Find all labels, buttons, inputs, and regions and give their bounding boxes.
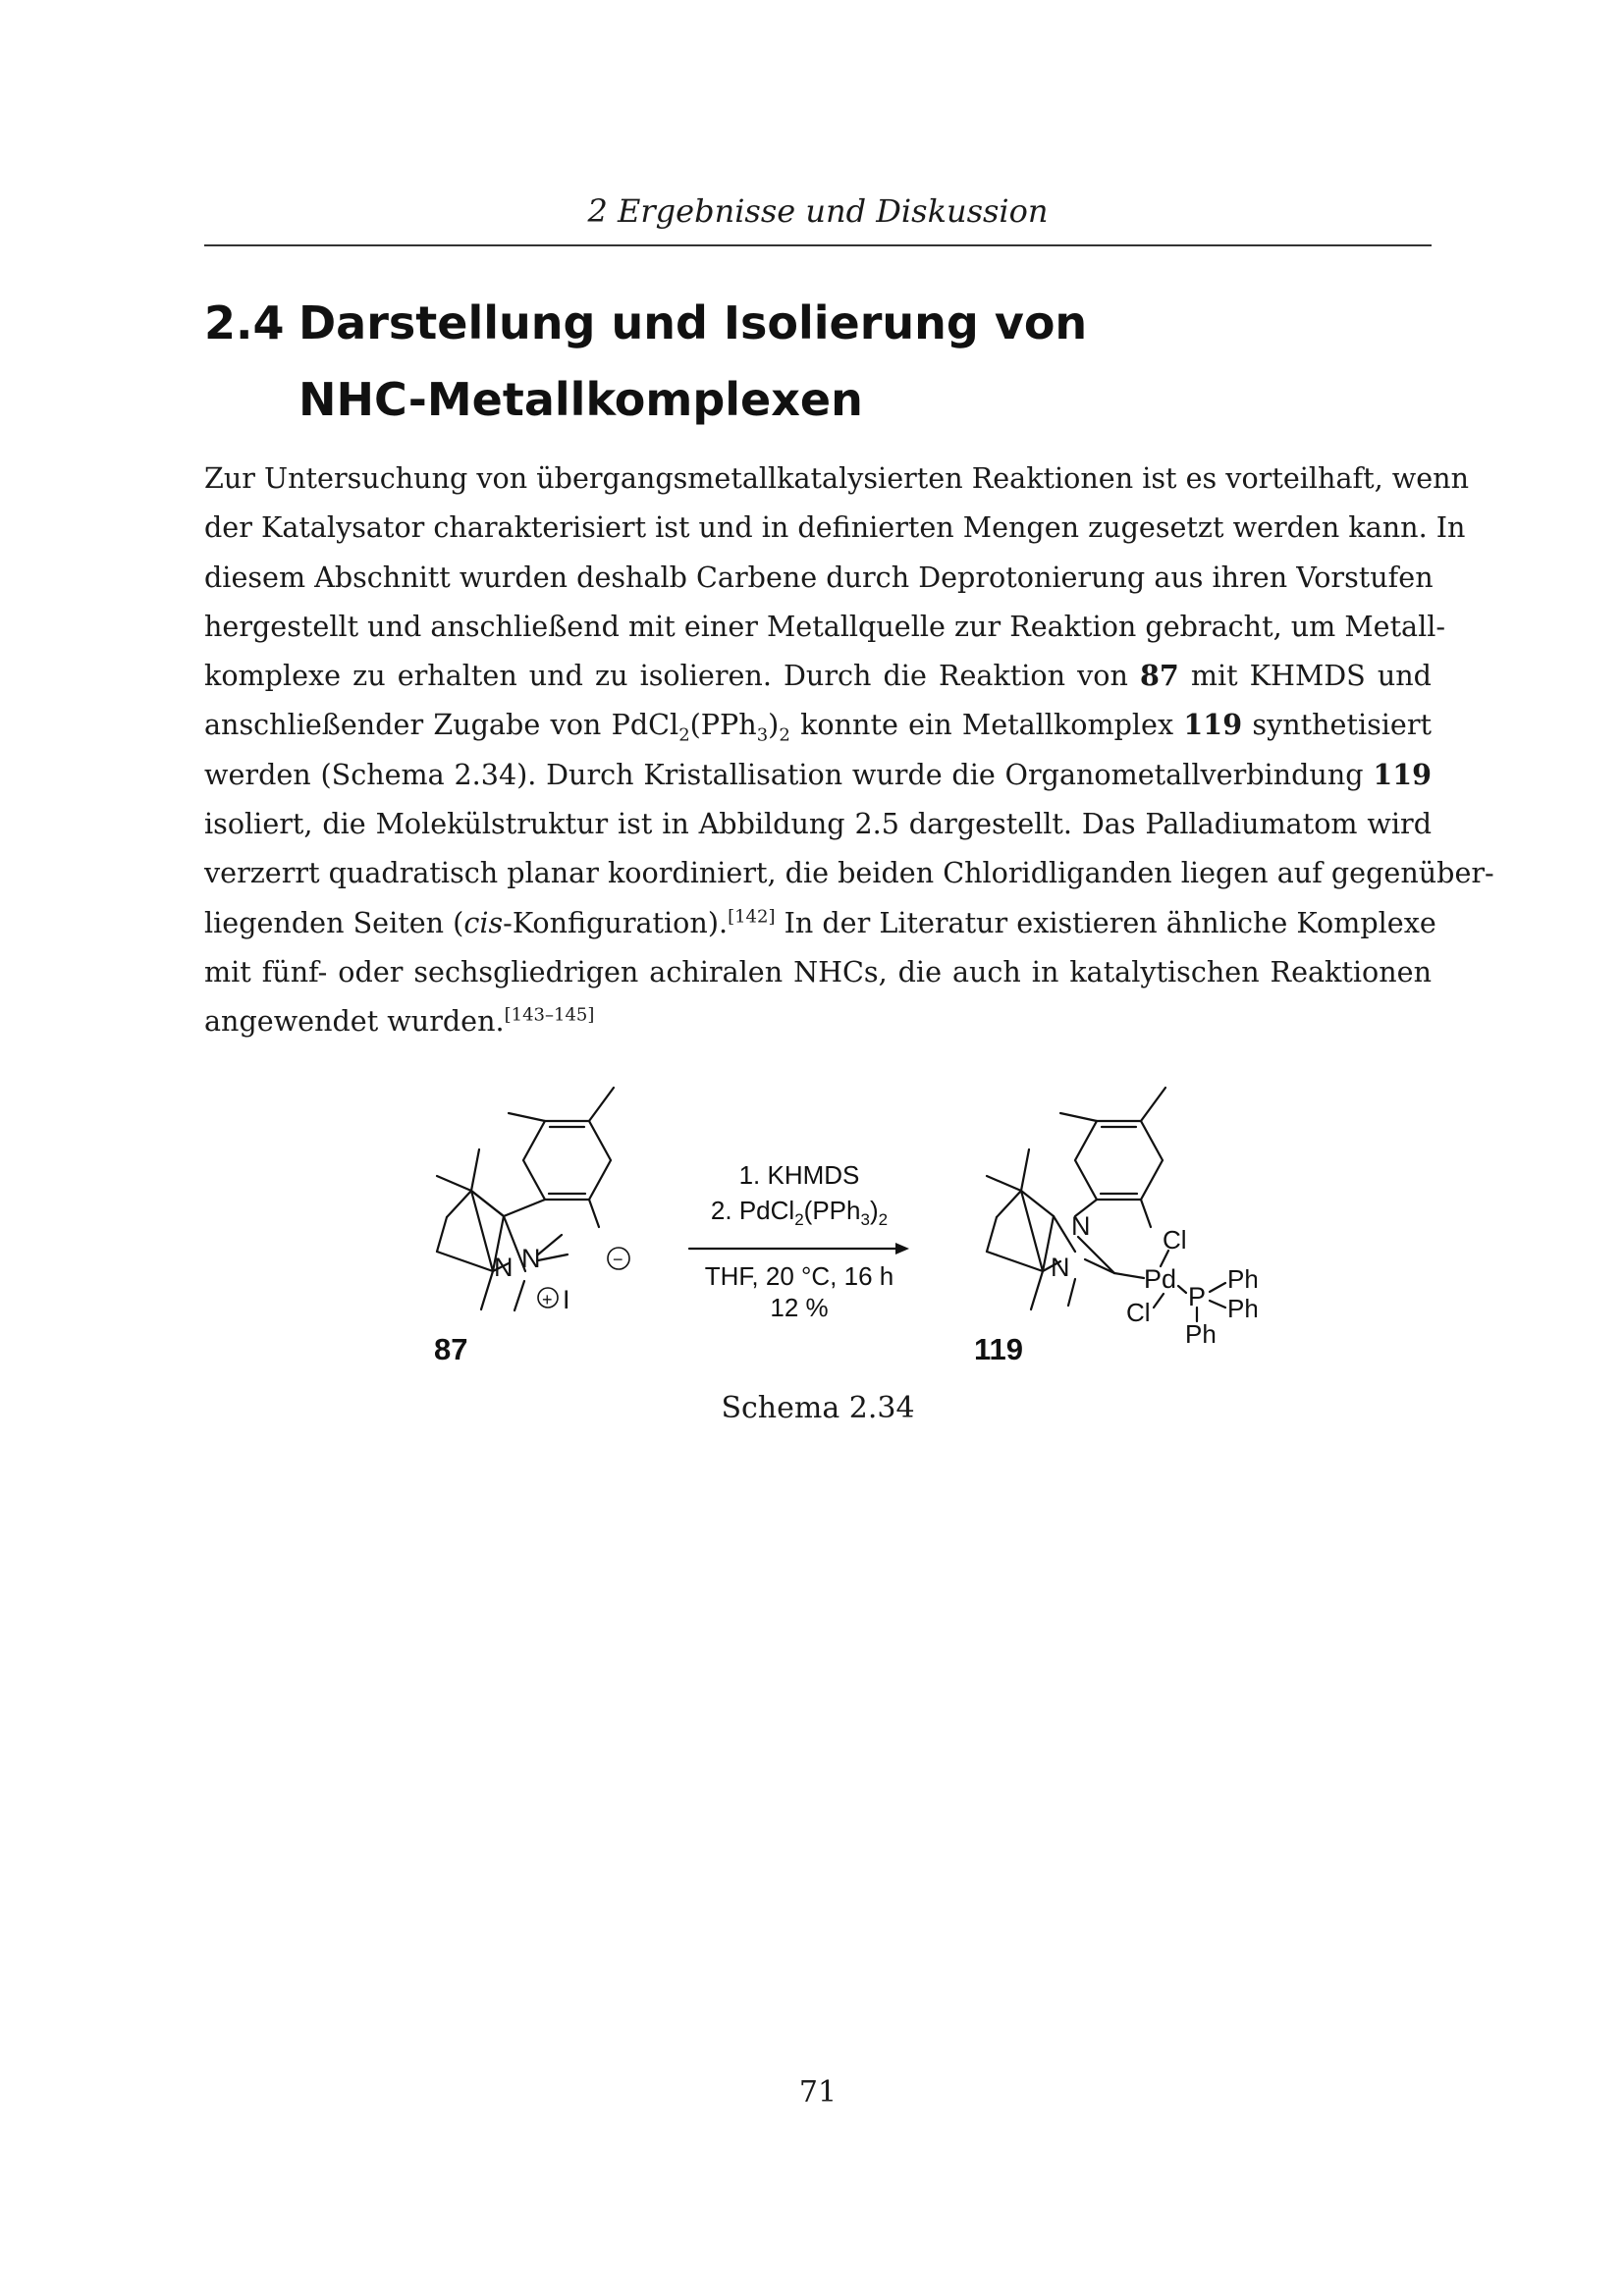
- charge-minus: −: [613, 1250, 623, 1269]
- scheme-drawing: [393, 1080, 1257, 1394]
- section-heading: [204, 285, 1432, 438]
- condition-3: THF, 20 °C, 16 h: [704, 1261, 894, 1291]
- compound-ref: 119: [1373, 757, 1433, 791]
- atom-cl: Cl: [1163, 1225, 1187, 1255]
- condition-2: 2. $PdCl_2(PPh_3)_2$: [710, 1196, 889, 1229]
- scheme-caption: Schema 2.34: [721, 1391, 915, 1425]
- product-label: 119: [974, 1332, 1024, 1366]
- text-line: hergestellt und anschließend mit einer Metallquelle zur Reaktion gebracht, um Metall-: [204, 609, 1446, 643]
- phenyl: Ph: [1185, 1319, 1217, 1349]
- citation: [142]: [728, 906, 776, 928]
- atom-iodide: I: [563, 1285, 570, 1314]
- text-line: isoliert, die Molekülstruktur ist in Abbildung 2.5 dargestellt. Das Palladiumatom wird: [204, 807, 1432, 841]
- text-line: mit fünf- oder sechsgliedrigen achiralen NHCs, die auch in katalytischen Reaktionen: [204, 954, 1432, 988]
- section-number: 2.4: [204, 296, 285, 349]
- reactant-label: 87: [434, 1332, 468, 1366]
- charge-plus: +: [542, 1290, 553, 1309]
- condition-4: 12 %: [770, 1293, 829, 1322]
- atom-pd: Pd: [1144, 1264, 1177, 1294]
- text-line: anschließender Zugabe von $PdCl_2(PPh_3)_2$ konnte ein Metallkomplex 119 synthetisiert: [204, 708, 1432, 747]
- compound-ref: 87: [1139, 659, 1179, 693]
- text-line: werden (Schema 2.34). Durch Kristallisation wurde die Organometallverbindung 119: [204, 757, 1433, 791]
- text-line: komplexe zu erhalten und zu isolieren. Durch die Reaktion von 87 mit KHMDS und: [204, 659, 1432, 693]
- atom-n: N: [521, 1244, 541, 1273]
- running-head: 2 Ergebnisse und Diskussion: [587, 192, 1049, 230]
- body-paragraph: [204, 454, 1494, 1046]
- text-line: Zur Untersuchung von übergangsmetallkatalysierten Reaktionen ist es vorteilhaft, wenn: [204, 461, 1469, 495]
- phenyl: Ph: [1227, 1294, 1257, 1323]
- compound-ref: 119: [1183, 708, 1243, 742]
- reactant-structure: [437, 1088, 629, 1310]
- atom-n: N: [1051, 1253, 1070, 1282]
- atom-p: P: [1188, 1282, 1207, 1311]
- page-number: 71: [798, 2075, 838, 2109]
- atom-n: N: [494, 1253, 514, 1282]
- reaction-scheme: [393, 1080, 1257, 1394]
- text-line: diesem Abschnitt wurden deshalb Carbene durch Deprotonierung aus ihren Vorstufen: [204, 560, 1434, 594]
- text-line: angewendet wurden.[143–145]: [204, 1004, 595, 1039]
- citation: [143–145]: [504, 1004, 595, 1026]
- condition-1: 1. KHMDS: [738, 1160, 860, 1190]
- text-line: der Katalysator charakterisiert ist und in definierten Mengen zugesetzt werden kann. In: [204, 510, 1466, 545]
- atom-cl: Cl: [1126, 1298, 1151, 1327]
- section-title-line2: NHC-Metallkomplexen: [298, 373, 863, 426]
- text-line: liegenden Seiten (cis-Konfiguration).[142] In der Literatur existieren ähnliche Komplexe: [204, 905, 1436, 939]
- atom-n: N: [1071, 1211, 1091, 1241]
- text-line: verzerrt quadratisch planar koordiniert, die beiden Chloridliganden liegen auf gegenüber-: [204, 856, 1494, 890]
- header-rule: [204, 244, 1432, 246]
- section-title-line1: Darstellung und Isolierung von: [298, 296, 1088, 349]
- phenyl: Ph: [1227, 1264, 1257, 1294]
